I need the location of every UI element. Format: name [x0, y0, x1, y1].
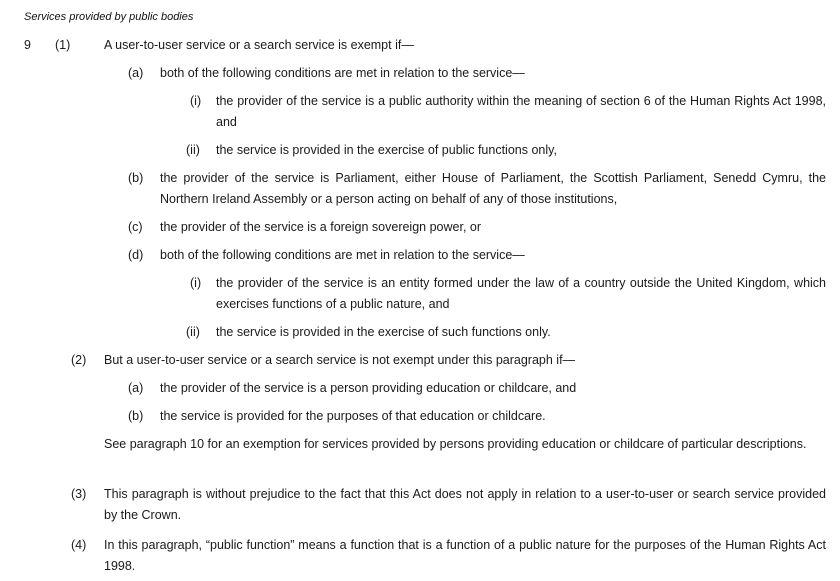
s1-c-label: (c)	[128, 220, 143, 234]
section-heading: Services provided by public bodies	[24, 11, 194, 23]
s1-a-ii-label: (ii)	[186, 143, 200, 157]
s2-b-text: the service is provided for the purposes of that education or childcare.	[160, 409, 546, 423]
s1-b-text: the provider of the service is Parliament, either House of Parliament, the Scottish Parliament, Senedd Cymru, the Northern Ireland Assembly or a person acting on behalf of any of those institutions,	[160, 171, 826, 206]
s1-d-text: both of the following conditions are met in relation to the service—	[160, 248, 525, 262]
s1-d-label: (d)	[128, 248, 144, 262]
s1-d-ii-label: (ii)	[186, 325, 200, 339]
s2-a-text: the provider of the service is a person providing education or childcare, and	[160, 381, 577, 395]
s2-b-label: (b)	[128, 409, 144, 423]
subsection-2-number: (2)	[71, 353, 87, 367]
s2-a-label: (a)	[128, 381, 144, 395]
s1-a-i-label: (i)	[190, 94, 202, 108]
subsection-3-number: (3)	[71, 487, 87, 501]
s1-d-i-text: the provider of the service is an entity formed under the law of a country outside the United Kingdom, which exercises functions of a public nature, and	[216, 276, 826, 311]
subsection-4-number: (4)	[71, 538, 87, 552]
subsection-1-text: A user-to-user service or a search service is exempt if—	[104, 38, 414, 52]
s1-a-text: both of the following conditions are met in relation to the service—	[160, 66, 525, 80]
subsection-4-text: In this paragraph, “public function” means a function that is a function of a public nature for the purposes of the Human Rights Act 1998.	[104, 538, 826, 573]
s2-note: See paragraph 10 for an exemption for services provided by persons providing education or childcare of particular descriptions.	[104, 437, 807, 451]
s1-a-ii-text: the service is provided in the exercise of public functions only,	[216, 143, 557, 157]
s1-b-label: (b)	[128, 171, 144, 185]
subsection-3-text: This paragraph is without prejudice to the fact that this Act does not apply in relation to a user-to-user or search service provided by the Crown.	[104, 487, 826, 522]
s1-a-i-text: the provider of the service is a public authority within the meaning of section 6 of the Human Rights Act 1998, and	[216, 94, 826, 129]
s1-c-text: the provider of the service is a foreign sovereign power, or	[160, 220, 482, 234]
subsection-2-text: But a user-to-user service or a search service is not exempt under this paragraph if—	[104, 353, 576, 367]
s1-d-ii-text: the service is provided in the exercise of such functions only.	[216, 325, 551, 339]
subsection-1-number: (1)	[55, 38, 71, 52]
s1-a-label: (a)	[128, 66, 144, 80]
s1-d-i-label: (i)	[190, 276, 202, 290]
paragraph-number: 9	[24, 38, 31, 52]
